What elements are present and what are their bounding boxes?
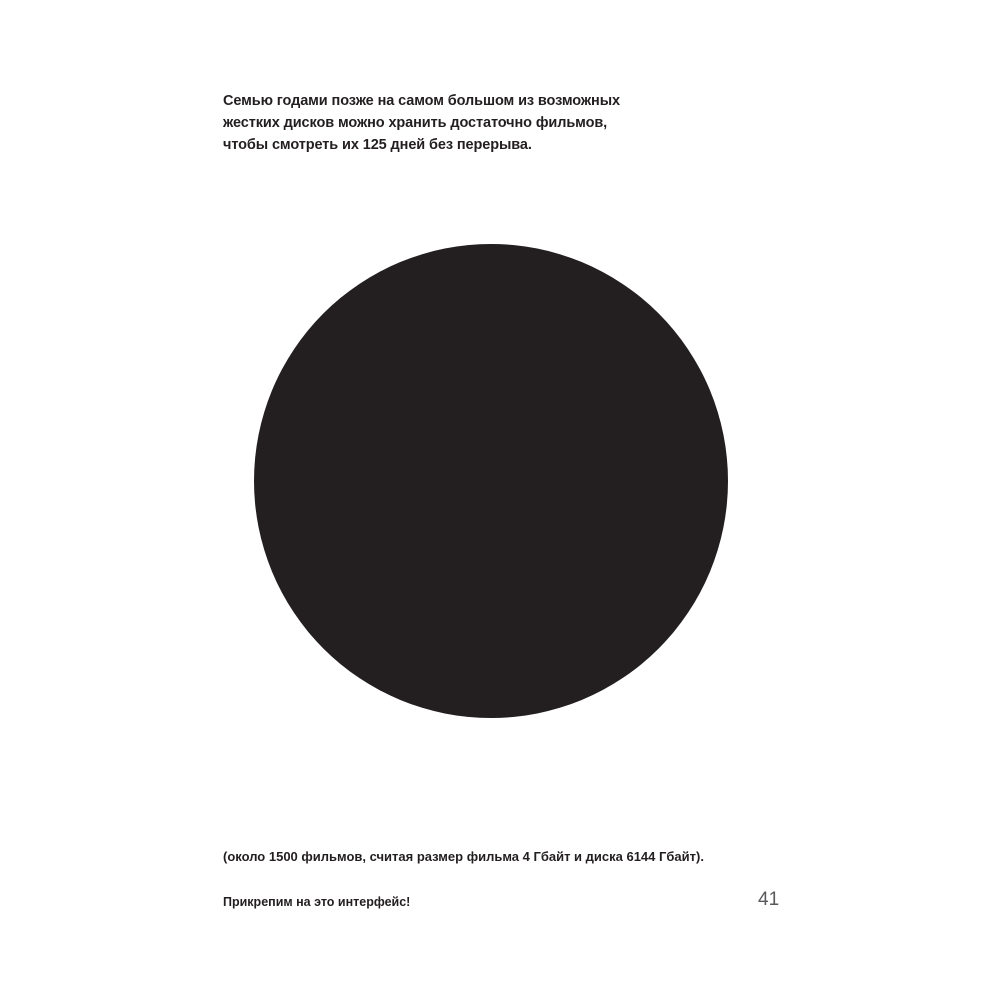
page-number: 41	[758, 889, 780, 910]
intro-line-3: чтобы смотреть их 125 дней без перерыва.	[223, 137, 532, 153]
call-to-action-text: Прикрепим на это интерфейс!	[223, 895, 411, 909]
intro-line-2: жестких дисков можно хранить достаточно фильмов,	[223, 115, 608, 131]
intro-line-1: Семью годами позже на самом большом из возможных	[223, 93, 620, 109]
intro-paragraph	[223, 90, 683, 156]
hard-disk-circle	[254, 244, 728, 718]
footnote: (около 1500 фильмов, считая размер фильма 4 Гбайт и диска 6144 Гбайт).	[223, 849, 704, 864]
